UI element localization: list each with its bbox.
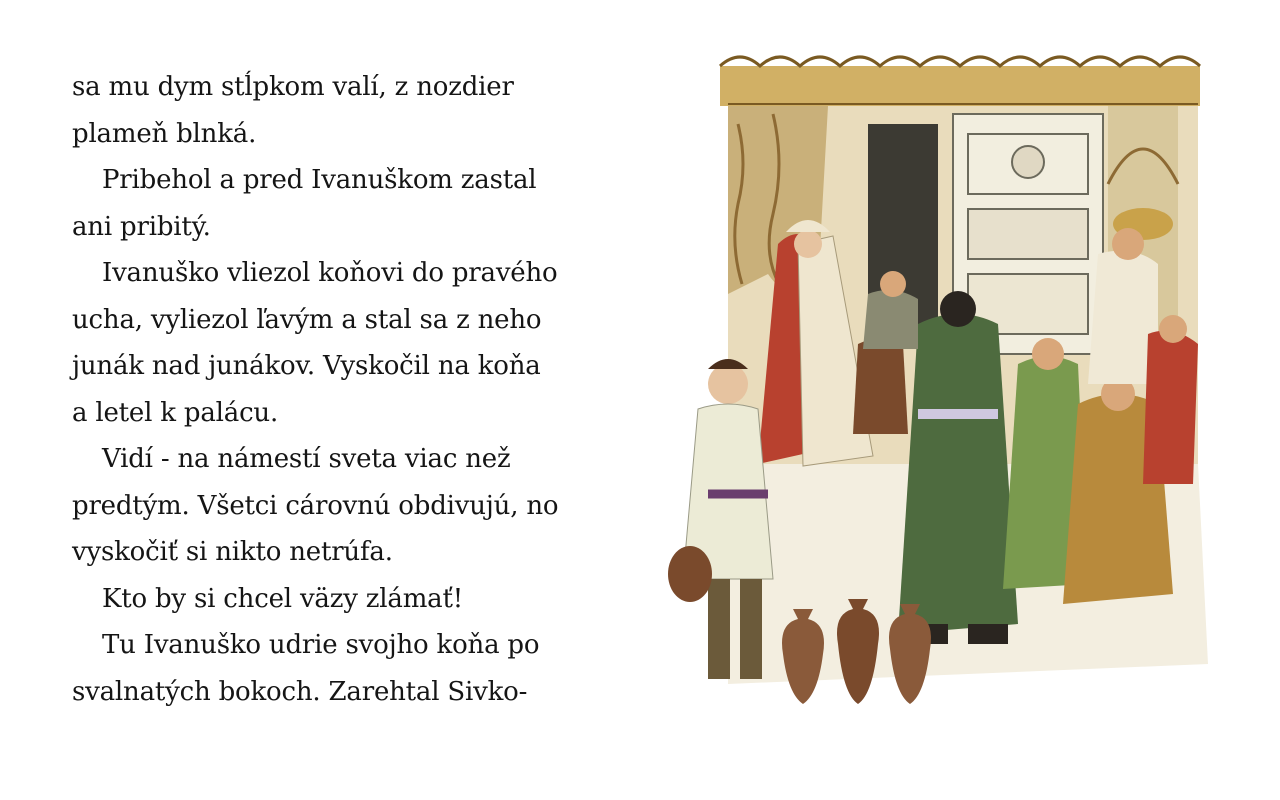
text-line: Vidí - na námestí sveta viac než <box>102 444 511 474</box>
text-line: Tu Ivanuško udrie svojho koňa po <box>102 630 540 660</box>
text-line: sa mu dym stĺpkom valí, z nozdier <box>72 72 514 102</box>
palace-crowd-illustration <box>668 44 1228 744</box>
text-line: Ivanuško vliezol koňovi do pravého <box>102 258 558 288</box>
text-line: ucha, vyliezol ľavým a stal sa z neho <box>72 304 542 335</box>
text-line: svalnatých bokoch. Zarehtal Sivko- <box>72 676 528 707</box>
text-line: Kto by si chcel väzy zlámať! <box>102 583 463 614</box>
ornate-top-border <box>720 57 1200 106</box>
story-text <box>72 64 632 715</box>
text-line: plameň blnká. <box>72 118 257 149</box>
text-line: predtým. Všetci cárovnú obdivujú, no <box>72 490 559 521</box>
text-line: Pribehol a pred Ivanuškom zastal <box>102 165 537 195</box>
text-line: ani pribitý. <box>72 211 211 242</box>
clay-jugs <box>782 599 931 704</box>
text-line: vyskočiť si nikto netrúfa. <box>72 537 393 567</box>
text-line: junák nad junákov. Vyskočil na koňa <box>72 351 541 381</box>
text-line: a letel k palácu. <box>72 397 279 428</box>
